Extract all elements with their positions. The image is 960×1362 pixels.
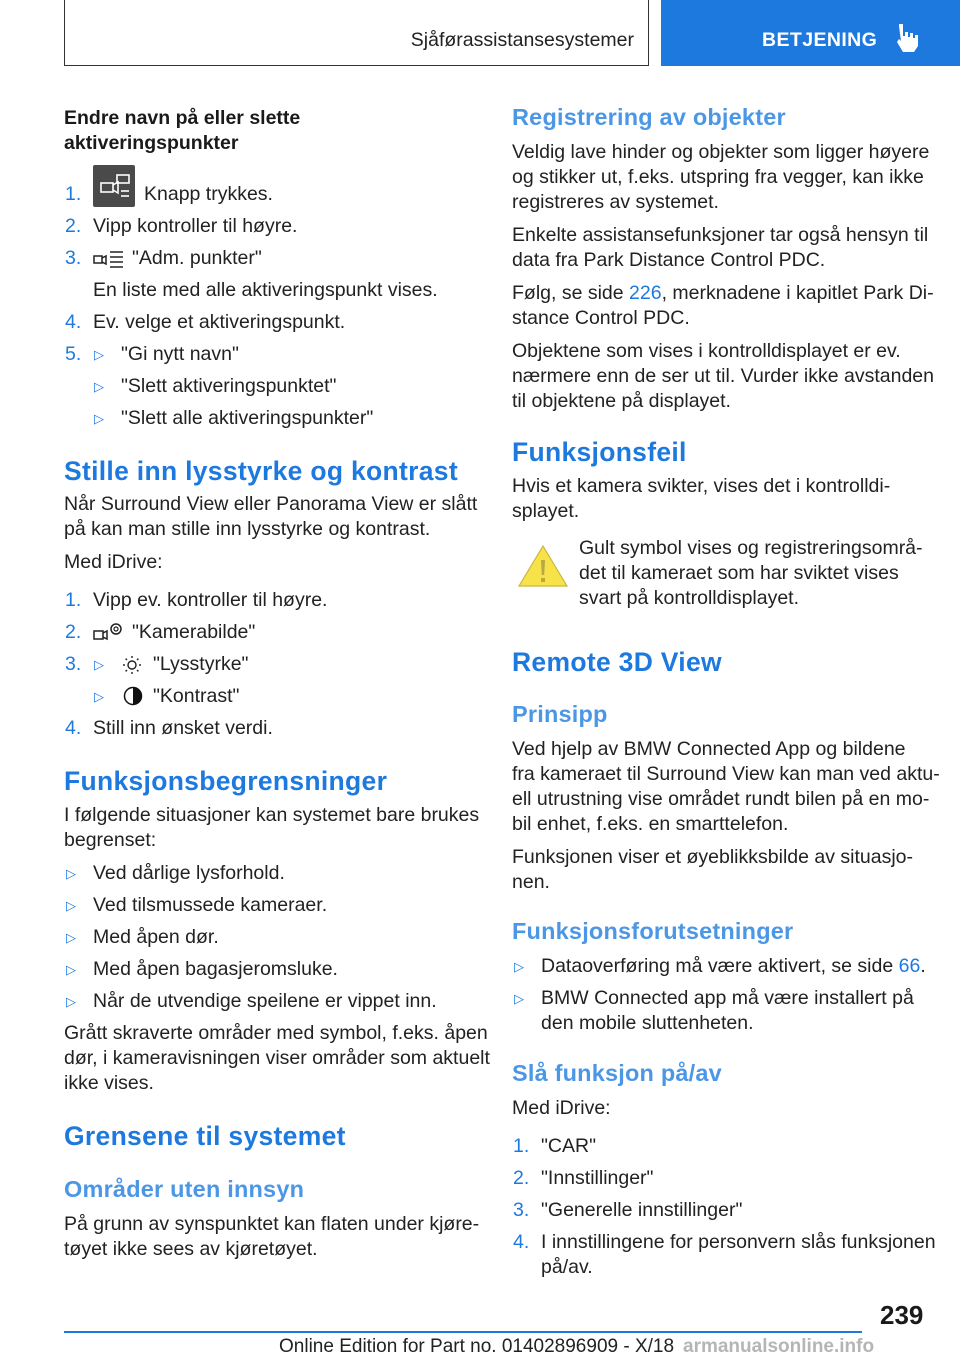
manage-points-icon	[93, 248, 125, 268]
page-link-66[interactable]: 66	[898, 955, 921, 977]
step-text: Still inn ønsket verdi.	[93, 717, 273, 739]
step-number: 4.	[65, 717, 82, 739]
header-chapter-title: BETJENING	[762, 29, 878, 51]
paragraph: det til kameraet som har sviktet vises	[579, 562, 899, 584]
paragraph: svart på kontrolldisplayet.	[579, 587, 800, 609]
page-link-226[interactable]: 226	[629, 282, 662, 304]
paragraph: og stikker ut, f.eks. utspring fra vegger, kan ikke	[512, 166, 924, 188]
bullet-text: Ved dårlige lysforhold.	[93, 862, 285, 884]
paragraph: Med iDrive:	[512, 1097, 611, 1119]
step-text: "Lysstyrke"	[153, 653, 249, 675]
paragraph: Funksjonen viser et øyeblikksbilde av situasjo-	[512, 846, 914, 868]
footer-edition: Online Edition for Part no. 01402896909 - X/18	[279, 1336, 675, 1357]
paragraph: dør, i kameravisningen viser områder som aktuelt	[64, 1047, 490, 1069]
bullet-text: den mobile sluttenheten.	[541, 1012, 754, 1034]
step-number: 1.	[65, 589, 82, 611]
paragraph: Ved hjelp av BMW Connected App og bildene	[512, 738, 906, 760]
bullet-text: Med åpen dør.	[93, 926, 219, 948]
paragraph: ikke vises.	[64, 1072, 154, 1094]
step-number: 2.	[513, 1167, 530, 1189]
bullet-text: Dataoverføring må være aktivert, se side 66.	[541, 955, 926, 977]
heading-principle: Prinsipp	[512, 701, 608, 727]
header-chapter-box	[661, 0, 960, 66]
step-number: 1.	[65, 183, 82, 205]
bullet-triangle-icon: ▷	[94, 657, 104, 672]
bullet-triangle-icon: ▷	[66, 898, 76, 913]
paragraph: ell utrustning vise området rundt bilen på en mo-	[512, 788, 930, 810]
heading-remote-3d-view: Remote 3D View	[512, 647, 722, 677]
heading-toggle-function: Slå funksjon på/av	[512, 1060, 722, 1086]
bullet-text: Med åpen bagasjeromsluke.	[93, 958, 338, 980]
step-text: "Adm. punkter"	[132, 247, 262, 269]
step-number: 5.	[65, 343, 82, 365]
step-number: 4.	[513, 1231, 530, 1253]
step-text: "CAR"	[541, 1135, 597, 1157]
paragraph: Grått skraverte områder med symbol, f.eks. åpen	[64, 1022, 488, 1044]
heading-object-detection: Registrering av objekter	[512, 104, 786, 130]
paragraph: Objektene som vises i kontrolldisplayet er ev.	[512, 340, 901, 362]
paragraph: tøyet ikke sees av kjøretøyet.	[64, 1238, 318, 1260]
footer-divider	[64, 1331, 862, 1333]
bullet-triangle-icon: ▷	[514, 991, 524, 1006]
bullet-text: Når de utvendige speilene er vippet inn.	[93, 990, 437, 1012]
step-text: Vipp kontroller til høyre.	[93, 215, 298, 237]
paragraph: Følg, se side 226, merknadene i kapitlet Park Di-	[512, 282, 934, 304]
step-text: "Innstillinger"	[541, 1167, 654, 1189]
paragraph: bil enhet, f.eks. en smarttelefon.	[512, 813, 789, 835]
paragraph: Enkelte assistansefunksjoner tar også hensyn til	[512, 224, 929, 246]
camera-image-icon	[93, 620, 125, 644]
brightness-icon	[121, 655, 143, 675]
paragraph: fra kameraet til Surround View kan man ved aktu-	[512, 763, 940, 785]
step-number: 3.	[513, 1199, 530, 1221]
bullet-triangle-icon: ▷	[66, 866, 76, 881]
step-text: Vipp ev. kontroller til høyre.	[93, 589, 328, 611]
paragraph: Veldig lave hinder og objekter som ligger høyere	[512, 141, 930, 163]
subheading-rename-line2: aktiveringspunkter	[64, 132, 239, 154]
step-number: 2.	[65, 215, 82, 237]
watermark: armanualsonline.info	[683, 1336, 875, 1357]
paragraph: til objektene på displayet.	[512, 390, 731, 412]
contrast-icon	[123, 686, 143, 706]
step-number: 2.	[65, 621, 82, 643]
bullet-text: BMW Connected app må være installert på	[541, 987, 914, 1009]
step-text: "Gi nytt navn"	[121, 343, 239, 365]
step-text: Knapp trykkes.	[144, 183, 273, 205]
step-number: 4.	[65, 311, 82, 333]
bullet-triangle-icon: ▷	[94, 379, 104, 394]
paragraph: begrenset:	[64, 829, 157, 851]
heading-brightness: Stille inn lysstyrke og kontrast	[64, 456, 458, 486]
sub-bullet-text: "Slett alle aktiveringspunkter"	[121, 407, 374, 429]
bullet-triangle-icon: ▷	[514, 959, 524, 974]
sub-bullet-text: "Slett aktiveringspunktet"	[121, 375, 337, 397]
bullet-triangle-icon: ▷	[94, 411, 104, 426]
camera-settings-button-icon[interactable]	[93, 165, 135, 207]
paragraph: data fra Park Distance Control PDC.	[512, 249, 826, 271]
bullet-triangle-icon: ▷	[66, 962, 76, 977]
paragraph: registreres av systemet.	[512, 191, 719, 213]
paragraph: Med iDrive:	[64, 551, 163, 573]
step-number: 3.	[65, 653, 82, 675]
bullet-triangle-icon: ▷	[66, 930, 76, 945]
subheading-rename: Endre navn på eller slette	[64, 107, 301, 129]
paragraph: stance Control PDC.	[512, 307, 690, 329]
step-text: En liste med alle aktiveringspunkt vises.	[93, 279, 438, 301]
paragraph: På grunn av synspunktet kan flaten under kjøre-	[64, 1213, 480, 1235]
paragraph: Gult symbol vises og registreringsområ-	[579, 537, 923, 559]
step-text: I innstillingene for personvern slås funksjonen	[541, 1231, 936, 1253]
bullet-triangle-icon: ▷	[94, 347, 104, 362]
paragraph: I følgende situasjoner kan systemet bare brukes	[64, 804, 480, 826]
page-number: 239	[880, 1300, 924, 1330]
bullet-triangle-icon: ▷	[66, 994, 76, 1009]
heading-system-limits: Grensene til systemet	[64, 1121, 346, 1151]
paragraph: splayet.	[512, 500, 580, 522]
header-section-title: Sjåførassistansesystemer	[410, 29, 634, 51]
step-text: "Kamerabilde"	[132, 621, 256, 643]
step-text: "Kontrast"	[153, 685, 240, 707]
warning-triangle-icon	[516, 543, 570, 589]
paragraph: på kan man stille inn lysstyrke og kontrast.	[64, 518, 431, 540]
bullet-text: Ved tilsmussede kameraer.	[93, 894, 328, 916]
step-text: på/av.	[541, 1256, 593, 1278]
step-number: 3.	[65, 247, 82, 269]
step-text: Ev. velge et aktiveringspunkt.	[93, 311, 346, 333]
bullet-triangle-icon: ▷	[94, 689, 104, 704]
step-text: "Generelle innstillinger"	[541, 1199, 743, 1221]
paragraph: nærmere enn de ser ut til. Vurder ikke avstanden	[512, 365, 934, 387]
header-section-box	[64, 0, 649, 66]
heading-blind-areas: Områder uten innsyn	[64, 1176, 305, 1202]
heading-malfunction: Funksjonsfeil	[512, 437, 687, 467]
paragraph: Hvis et kamera svikter, vises det i kontrolldi-	[512, 475, 891, 497]
heading-prerequisites: Funksjonsforutsetninger	[512, 918, 794, 944]
heading-limits: Funksjonsbegrensninger	[64, 766, 388, 796]
step-number: 1.	[513, 1135, 530, 1157]
hand-pointer-icon	[894, 22, 920, 54]
paragraph: Når Surround View eller Panorama View er slått	[64, 493, 478, 515]
paragraph: nen.	[512, 871, 550, 893]
